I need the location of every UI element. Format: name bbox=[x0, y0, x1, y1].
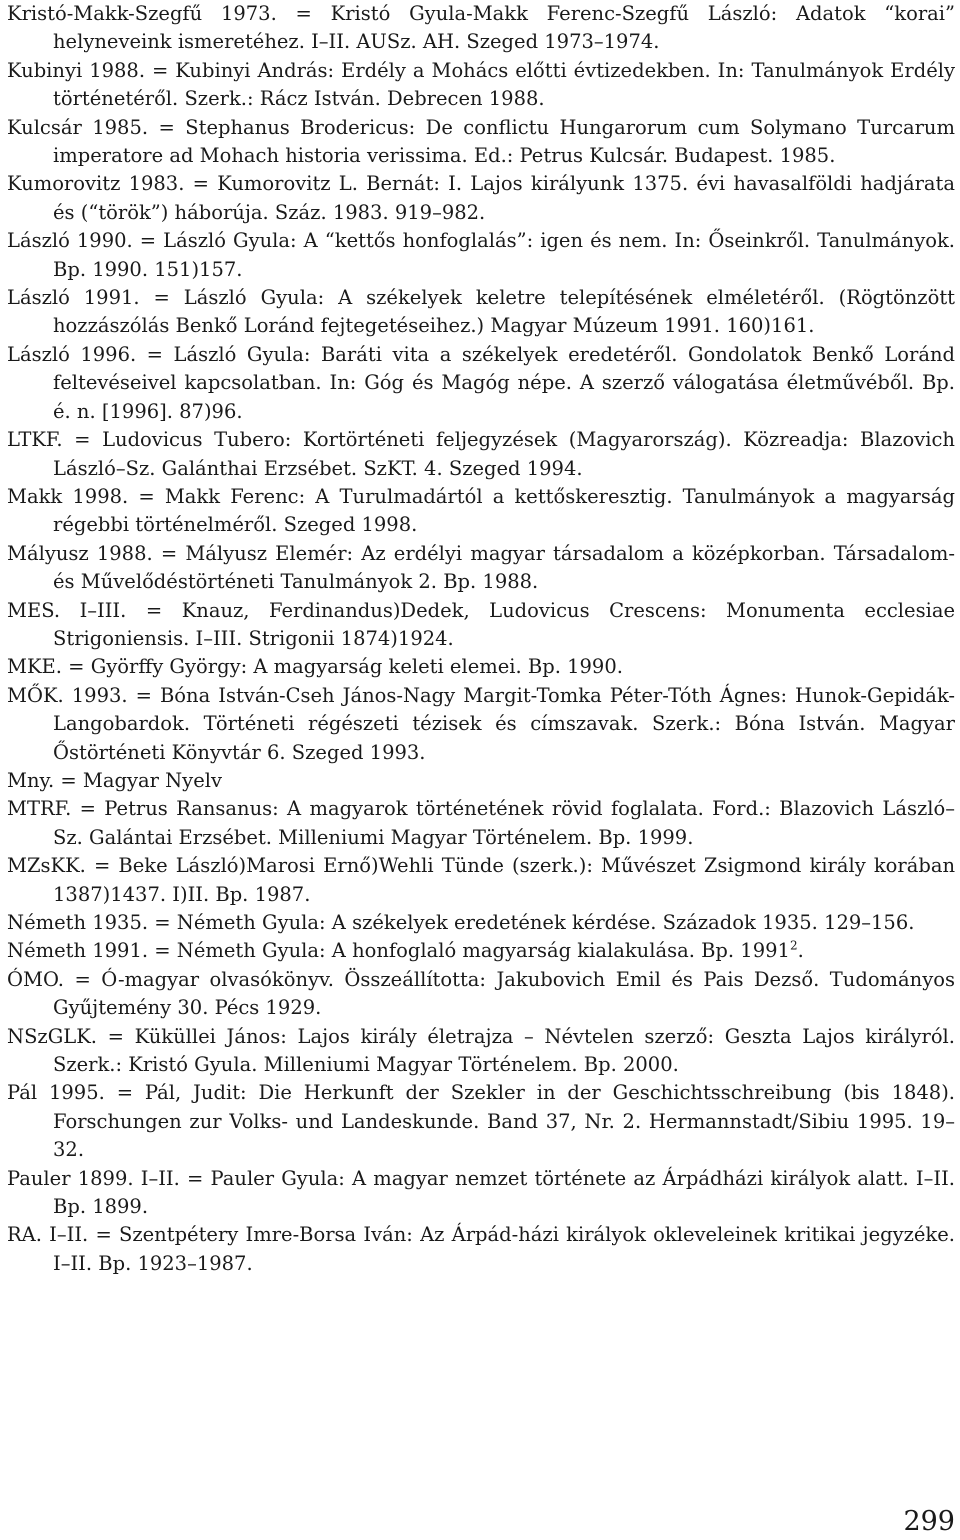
edition-superscript: 2 bbox=[789, 938, 798, 953]
bibliography-entry: MKE. = Györffy György: A magyarság keleti elemei. Bp. 1990. bbox=[7, 655, 623, 679]
bibliography-entry: ÓMO. = Ó-magyar olvasókönyv. Összeállította: Jakubovich Emil és Pais Dezső. Tudományos Gyűjtemény 30. Pécs 1929. bbox=[7, 967, 955, 1020]
bibliography-entry: MTRF. = Petrus Ransanus: A magyarok történetének rövid foglalata. Ford.: Blazovich László–Sz. Galántai Erzsébet. Milleniumi Magyar Történelem. Bp. 1999. bbox=[7, 797, 955, 849]
bibliography-entry: MZsKK. = Beke László)Marosi Ernő)Wehli Tünde (szerk.): Művészet Zsigmond király korában 1387)1437. I)II. Bp. 1987. bbox=[7, 854, 955, 906]
bibliography-entry: LTKF. = Ludovicus Tubero: Kortörténeti feljegyzések (Magyarország). Közreadja: Blazovich László–Sz. Galánthai Erzsébet. SzKT. 4. Szeged 1994. bbox=[7, 428, 955, 480]
bibliography-entry: László 1996. = László Gyula: Baráti vita a székelyek eredetéről. Gondolatok Benkő Loránd feltevéseivel kapcsolatban. In: Góg és Magóg népe. A szerző válogatása életművéből. Bp. é. n. [1996]. 87)96. bbox=[7, 342, 955, 423]
bibliography-entry: RA. I–II. = Szentpétery Imre-Borsa Iván: Az Árpád-házi királyok okleveleinek kritikai jegyzéke. I–II. Bp. 1923–1987. bbox=[7, 1223, 955, 1275]
bibliography-entry bbox=[7, 937, 955, 965]
bibliography-entry: MŐK. 1993. = Bóna István-Cseh János-Nagy Margit-Tomka Péter-Tóth Ágnes: Hunok-Gepidák-Langobardok. Történeti régészeti tézisek és címszavak. Szerk.: Bóna István. Magyar Őstörténeti Könyvtár 6. Szeged 1993. bbox=[7, 683, 955, 764]
bibliography-entry: Kubinyi 1988. = Kubinyi András: Erdély a Mohács előtti évtizedekben. In: Tanulmányok Erdély történetéről. Szerk.: Rácz István. Debrecen 1988. bbox=[7, 58, 955, 111]
bibliography-entry: Mny. = Magyar Nyelv bbox=[7, 768, 222, 792]
bibliography-entry: NSzGLK. = Küküllei János: Lajos király életrajza – Névtelen szerző: Geszta Lajos királyról. Szerk.: Kristó Gyula. Milleniumi Magyar Történelem. Bp. 2000. bbox=[7, 1024, 955, 1077]
page-number: 299 bbox=[903, 1506, 955, 1537]
bibliography-entry: Kulcsár 1985. = Stephanus Brodericus: De conflictu Hungarorum cum Solymano Turcarum imperatore ad Mohach historia verissima. Ed.: Petrus Kulcsár. Budapest. 1985. bbox=[7, 115, 955, 168]
entry-text: Németh 1991. = Németh Gyula: A honfoglaló magyarság kialakulása. Bp. 1991 bbox=[7, 939, 790, 963]
bibliography-entry: Németh 1935. = Németh Gyula: A székelyek eredetének kérdése. Századok 1935. 129–156. bbox=[7, 911, 915, 934]
bibliography-entry: Pauler 1899. I–II. = Pauler Gyula: A magyar nemzet története az Árpádházi királyok alatt. I–II. Bp. 1899. bbox=[7, 1166, 955, 1219]
bibliography-entry: Pál 1995. = Pál, Judit: Die Herkunft der Szekler in der Geschichtsschreibung (bis 1848). Forschungen zur Volks- und Landeskunde. Band 37, Nr. 2. Hermannstadt/Sibiu 1995. 19–32. bbox=[7, 1081, 955, 1162]
bibliography-entry: Mályusz 1988. = Mályusz Elemér: Az erdélyi magyar társadalom a középkorban. Társadalom- és Művelődéstörténeti Tanulmányok 2. Bp. 1988. bbox=[7, 541, 955, 594]
bibliography-entry: Kumorovitz 1983. = Kumorovitz L. Bernát: I. Lajos királyunk 1375. évi havasalföldi hadjárata és (“török”) háborúja. Száz. 1983. 919–982. bbox=[7, 172, 955, 224]
entry-text-end: . bbox=[797, 939, 804, 963]
bibliography-entry: László 1991. = László Gyula: A székelyek keletre telepítésének elméletéről. (Rögtönzött hozzászólás Benkő Loránd fejtegetéseihez.) Magyar Múzeum 1991. 160)161. bbox=[7, 286, 955, 338]
bibliography-entry: Makk 1998. = Makk Ferenc: A Turulmadártól a kettőskeresztig. Tanulmányok a magyarság régebbi történelméről. Szeged 1998. bbox=[7, 484, 955, 537]
bibliography-list bbox=[7, 0, 955, 1278]
bibliography-entry: László 1990. = László Gyula: A “kettős honfoglalás”: igen és nem. In: Őseinkről. Tanulmányok. Bp. 1990. 151)157. bbox=[7, 229, 955, 281]
bibliography-entry: MES. I–III. = Knauz, Ferdinandus)Dedek, Ludovicus Crescens: Monumenta ecclesiae Strigoniensis. I–III. Strigonii 1874)1924. bbox=[7, 598, 955, 650]
bibliography-entry: Kristó-Makk-Szegfű 1973. = Kristó Gyula-Makk Ferenc-Szegfű László: Adatok “korai” helyneveink ismeretéhez. I–II. AUSz. AH. Szeged 1973–1974. bbox=[7, 2, 955, 54]
